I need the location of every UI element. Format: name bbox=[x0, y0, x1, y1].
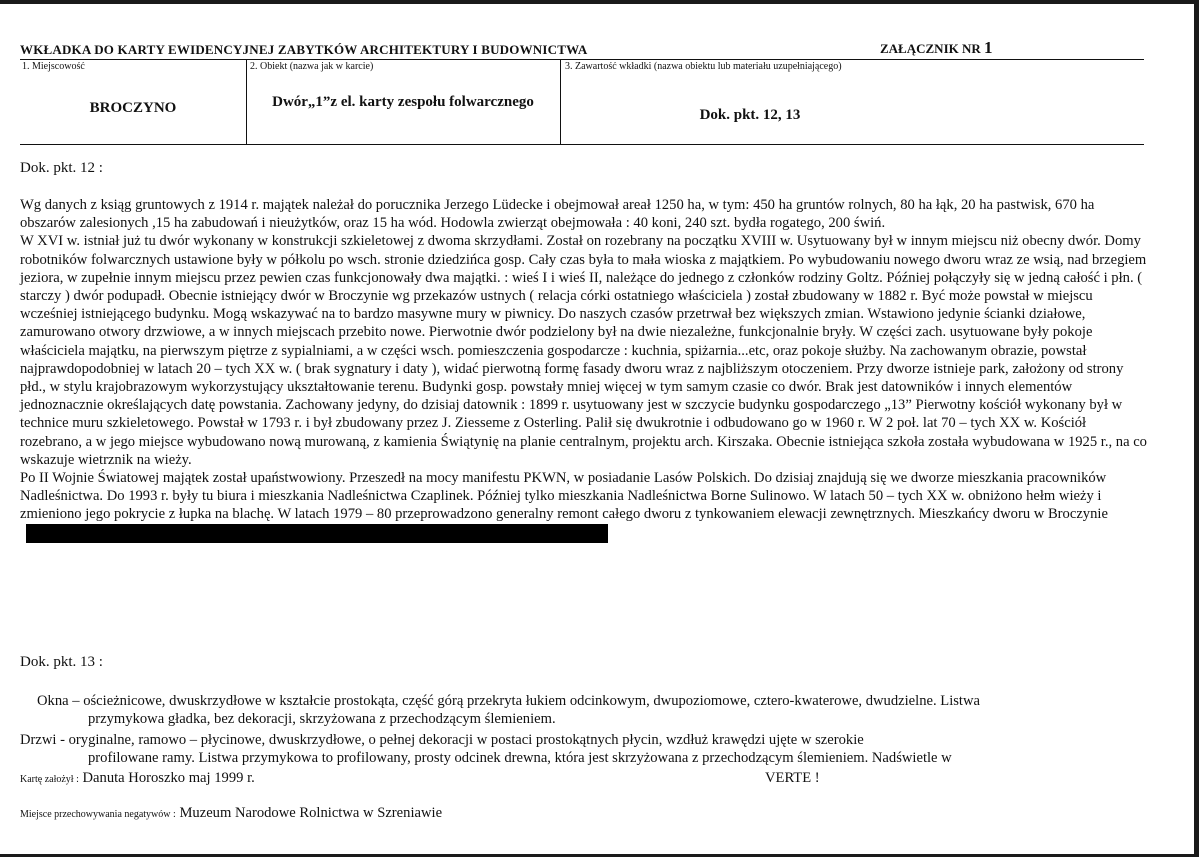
locality-label: 1. Miejscowość bbox=[22, 61, 85, 72]
storage-label: Miejsce przechowywania negatywów : bbox=[20, 809, 176, 820]
form-title: WKŁADKA DO KARTY EWIDENCYJNEJ ZABYTKÓW ARCHITEKTURY I BUDOWNICTWA bbox=[20, 42, 588, 57]
storage-line bbox=[20, 805, 442, 822]
table-bottom-rule bbox=[20, 144, 1144, 145]
storage-value: Muzeum Narodowe Rolnictwa w Szreniawie bbox=[179, 805, 443, 821]
doors-line-1: Drzwi - oryginalne, ramowo – płycinowe, dwuskrzydłowe, o pełnej dekoracji w postaci prostokątnych płycin, wzdłuż krawędzi ujęte w szerokie bbox=[20, 732, 864, 748]
windows-line-1: Okna – ościeżnicowe, dwuskrzydłowe w kształcie prostokąta, część górą przekryta łukiem odcinkowym, dwupoziomowe, cztero-kwaterowe, dwudzielne. Listwa bbox=[37, 693, 980, 709]
scan-border-right bbox=[1194, 0, 1199, 857]
author-label: Kartę założył : bbox=[20, 774, 79, 785]
table-divider-2 bbox=[560, 59, 561, 145]
contents-value: Dok. pkt. 12, 13 bbox=[699, 107, 801, 123]
object-label: 2. Obiekt (nazwa jak w karcie) bbox=[250, 61, 374, 72]
section-12-text bbox=[20, 196, 1150, 544]
table-top-rule bbox=[20, 59, 1144, 60]
doors-description bbox=[20, 731, 1150, 767]
annex-heading bbox=[880, 38, 993, 58]
redaction-bar bbox=[26, 524, 608, 543]
doors-line-2: profilowane ramy. Listwa przymykowa to profilowany, prosty odcinek drewna, która jest skrzyżowana z przechodzącym ślemieniem. Nadświetle w bbox=[88, 750, 952, 767]
windows-line-2: przymykowa gładka, bez dekoracji, skrzyżowana z przechodzącym ślemieniem. bbox=[88, 711, 556, 728]
annex-label: ZAŁĄCZNIK NR bbox=[880, 41, 981, 56]
paragraph-post-war bbox=[20, 469, 1150, 544]
scan-border-top bbox=[0, 0, 1199, 4]
section-12-label: Dok. pkt. 12 : bbox=[20, 160, 103, 176]
paragraph-history: W XVI w. istniał już tu dwór wykonany w konstrukcji szkieletowej z dwoma skrzydłami. Został on rozebrany na początku XVIII w. Usytuowany był w innym miejscu niż obecny dwór. Domy robotników folwarcznych ustawione były w półkolu po wsch. stronie dziedzińca gosp. Cały czas była to mała wioska z majątkiem. Po wybudowaniu nowego dworu wraz ze wsią, nad brzegiem jeziora, w zupełnie innym miejscu przez pewien czas funkcjonowały dwa majątki. : wieś I i wieś II, należące do jednego z członków rodziny Goltz. Później połączyły się w jedną całość i płn. ( starczy ) dwór podupadł. Obecnie istniejący dwór w Broczynie wg przekazów ustnych ( relacja córki ostatniego właściciela ) został zbudowany w 1882 r. Być może powstał w miejscu wcześniej istniejącego budynku. Mogą wskazywać na to bardzo masywne mury w piwnicy. Do naszych czasów przetrwał bez większych zmian. Wstawiono jedynie ścianki działowe, zamurowano otwory drzwiowe, a w innych miejscach przebito nowe. Pierwotnie dwór podzielony był na dwie niezależne, funkcjonalnie bryły. W części zach. usytuowane były pokoje właściciela majątku, na pierwszym piętrze z sypialniami, a w części wsch. pomieszczenia gospodarcze : kuchnia, spiżarnia...etc, oraz pokoje służby. Na zachowanym obrazie, powstał najprawdopodobniej w latach 20 – tych XX w. ( brak sygnatury i daty ), widać pierwotną formę fasady dworu wraz z najbliższym otoczeniem. Przy dworze istnieje park, założony od strony płd., w stylu krajobrazowym wykorzystujący ukształtowanie terenu. Budynki gosp. powstały mniej więcej w tym samym czasie co dwór. Brak jest datowników i innych elementów jednoznacznie określających datę powstania. Zachowany jedyny, do dzisiaj datownik : 1899 r. usytuowany jest w szczycie budynku gospodarczego „13” Pierwotny kościół wykonany był w technice muru szkieletowego. Powstał w 1793 r. i był zbudowany przez J. Ziesseme z Osterling. Palił się dwukrotnie i odbudowano go w 1960 r. W 2 poł. lat 70 – tych XX w. Kościół rozebrano, a w jego miejsce wybudowano nową murowaną, z kamienia Świątynię na planie centralnym, projektu arch. Kirszaka. Obecnie istniejąca szkoła została wybudowana w 1925 r., na co wskazuje wietrznik na wieży. bbox=[20, 233, 1147, 468]
author-line bbox=[20, 770, 255, 787]
paragraph-land-records: Wg danych z ksiąg gruntowych z 1914 r. majątek należał do porucznika Jerzego Lüdecke i obejmował areał 1250 ha, w tym: 450 ha gruntów rolnych, 80 ha łąk, 20 ha pastwisk, 670 ha obszarów zalesionych ,15 ha zabudowań i nieużytków, oraz 15 ha wód. Hodowla zwierząt obejmowała : 40 koni, 240 szt. bydła rogatego, 200 świń. bbox=[20, 197, 1095, 232]
locality-value: BROCZYNO bbox=[89, 100, 177, 116]
verte-note: VERTE ! bbox=[765, 770, 820, 786]
author-value: Danuta Horoszko maj 1999 r. bbox=[82, 770, 255, 786]
annex-number: 1 bbox=[984, 38, 993, 57]
windows-description bbox=[20, 692, 1150, 728]
contents-label: 3. Zawartość wkładki (nazwa obiektu lub materiału uzupełniającego) bbox=[565, 61, 842, 72]
paragraph-post-war-text: Po II Wojnie Światowej majątek został upaństwowiony. Przeszedł na mocy manifestu PKWN, w posiadanie Lasów Polskich. Do dzisiaj znajdują się we dworze mieszkania pracowników Nadleśnictwa. Do 1993 r. były tu biura i mieszkania Nadleśnictwa Czaplinek. Później tylko mieszkania Nadleśnictwa Borne Sulinowo. W latach 50 – tych XX w. obniżono hełm wieży i zmieniono jego pokrycie z łupka na blachę. W latach 1979 – 80 przeprowadzono generalny remont całego dworu z tynkowaniem elewacji zewnętrznych. Mieszkańcy dworu w Broczynie bbox=[20, 470, 1108, 523]
object-value: Dwór„1”z el. karty zespołu folwarcznego bbox=[272, 94, 534, 110]
section-13-label: Dok. pkt. 13 : bbox=[20, 654, 103, 670]
